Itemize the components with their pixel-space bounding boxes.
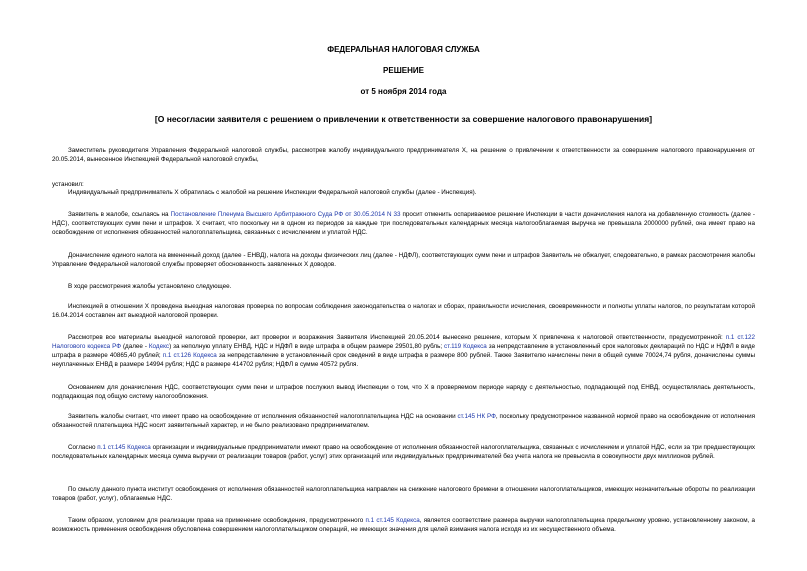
paragraph-envd-ndfl: Доначисление единого налога на вмененный доход (далее - ЕНВД), налога на доходы физических лиц (далее - НДФЛ), соответствующих сумм пени и штрафов Заявитель не обжалует, следовательно, в рамках рассмотрения жалобы Управление Федеральной налоговой службы проверяет обоснованность заявленных Х доводов. [52, 252, 755, 268]
paragraph-text: организации и индивидуальные предприниматели имеют право на освобождение от исполнения обязанностей налогоплательщика, связанных с исчислением и уплатой НДС, если за три предшествующих последовательных календарных месяца сумма выручки от реализации товаров (работ, услуг) этих организаций или индивидуальных предпринимателей без учета налога не превысила в совокупности двух миллионов рублей. [52, 444, 756, 460]
paragraph-review-findings: В ходе рассмотрения жалобы установлено следующее. [68, 283, 232, 290]
paragraph-text: Заявитель в жалобе, ссылаясь на [68, 211, 171, 218]
paragraph-conclusion [52, 516, 755, 534]
paragraph-vat-basis: Основанием для доначисления НДС, соответствующих сумм пени и штрафов послужил вывод Инспекции о том, что Х в проверяемом периоде наряду с деятельностью, подпадающей под ЕНВД, осуществлялась деятельность, подпадающая под общую систему налогообложения. [52, 384, 755, 400]
document-date: от 5 ноября 2014 года [360, 87, 447, 96]
paragraph-text: , поскольку предусмотренное названной нормой право на освобождение от исполнения обязанностей плательщика НДС носит заявительный характер, и не было реализовано предпринимателем. [52, 413, 755, 429]
paragraph-text: Заявитель жалобы считает, что имеет право на освобождение от исполнения обязанностей налогоплательщика НДС на основании [68, 413, 458, 420]
paragraph-applicant-position [52, 412, 755, 430]
tax-code-126-link[interactable]: п.1 ст.126 Кодекса [162, 352, 217, 359]
tax-code-145-link[interactable]: ст.145 НК РФ [457, 413, 496, 420]
paragraph-article-145 [52, 443, 755, 461]
paragraph-complaint: Индивидуальный предприниматель Х обратилась с жалобой на решение Инспекции Федеральной налоговой службы (далее - Инспекция). [68, 189, 477, 196]
paragraph-established: установил: [52, 181, 84, 188]
paragraph-text: Рассмотрев все материалы выездной налоговой проверки, акт проверки и возражения Заявителя Инспекцией 20.05.2014 вынесено решение, которым Х привлечена к налоговой ответственности, предусмотренной: [68, 334, 726, 341]
tax-code-145-p1-link-2[interactable]: п.1 ст.145 Кодекса [365, 517, 420, 524]
tax-code-119-link[interactable]: ст.119 Кодекса [444, 343, 487, 350]
paragraph-text: за непредставление в установленный срок налоговых деклараций по НДС и НДФЛ в виде штрафа в размере 40865,40 рублей; [52, 343, 756, 359]
paragraph-text: (далее - [121, 343, 149, 350]
tax-code-145-p1-link[interactable]: п.1 ст.145 Кодекса [97, 444, 151, 451]
paragraph-intro: Заместитель руководителя Управления Федеральной налоговой службы, рассмотрев жалобу индивидуального предпринимателя Х, на решение о привлечении к ответственности за совершение налогового правонарушения от 20.05.2014, вынесенное Инспекцией Федеральной налоговой службы, [52, 147, 755, 163]
paragraph-text: Согласно [68, 444, 98, 451]
paragraph-text: , является соответствие размера выручки налогоплательщика предельному уровню, установленному законом, а возможность применения освобождения обусловлена совершением налогоплательщиком операций, не имеющих значения для целей взимания налога исходя из их несущественного объема. [52, 517, 756, 533]
plenum-resolution-link[interactable]: Постановление Пленума Высшего Арбитражного Суда РФ от 30.05.2014 N 33 [170, 211, 401, 218]
paragraph-text: ) за неполную уплату ЕНВД, НДС и НДФЛ в виде штрафа в общем размере 29501,80 рубль; [169, 343, 445, 350]
tax-code-122-link[interactable]: п.1 ст.122 Налогового кодекса РФ [52, 334, 755, 350]
tax-code-link[interactable]: Кодекс [148, 343, 170, 350]
paragraph-tax-audit: Инспекцией в отношении Х проведена выездная налоговая проверка по вопросам соблюдения законодательства о налогах и сборах, правильности исчисления, своевременности и полноты уплаты налогов, по результатам которой 16.04.2014 составлен акт выездной налоговой проверки. [52, 303, 755, 319]
document-subject: [О несогласии заявителя с решением о привлечении к ответственности за совершение налогового правонарушения] [154, 114, 653, 124]
paragraph-text: за непредставление в установленный срок сведений в виде штрафа в размере 800 рублей. Также Заявителю начислены пени в общей сумме 70024,74 рубля, доначислены суммы неуплаченных ЕНВД в размере 14994 рубля; НДС в размере 414702 рубля; НДФЛ в сумме 40572 рубля. [52, 352, 755, 368]
document-type-heading: РЕШЕНИЕ [383, 66, 424, 75]
paragraph-exemption-purpose: По смыслу данного пункта институт освобождения от исполнения обязанностей налогоплательщика направлен на снижение налогового бремени в отношении налогоплательщиков, имеющих незначительные обороты по реализации товаров (работ, услуг), облагаемые НДС. [52, 486, 755, 502]
agency-heading: ФЕДЕРАЛЬНАЯ НАЛОГОВАЯ СЛУЖБА [327, 45, 480, 54]
paragraph-text: просит отменить оспариваемое решение Инспекции в части доначисления налога на добавленную стоимость (далее - НДС), соответствующих сумм пени и штрафов. Х считает, что поскольку ни в одном из периодов за каждые три последовательных календарных месяца налогооблагаемая выручка не превышала 2000000 рублей, она имеет право на освобождение от исполнения обязанностей налогоплательщика, связанных с исчислением и уплатой НДС. [52, 211, 755, 236]
paragraph-decision-details [52, 333, 755, 369]
paragraph-text: Таким образом, условием для реализации права на применение освобождения, предусмотренного [68, 517, 366, 524]
paragraph-applicant-claim [52, 210, 755, 237]
